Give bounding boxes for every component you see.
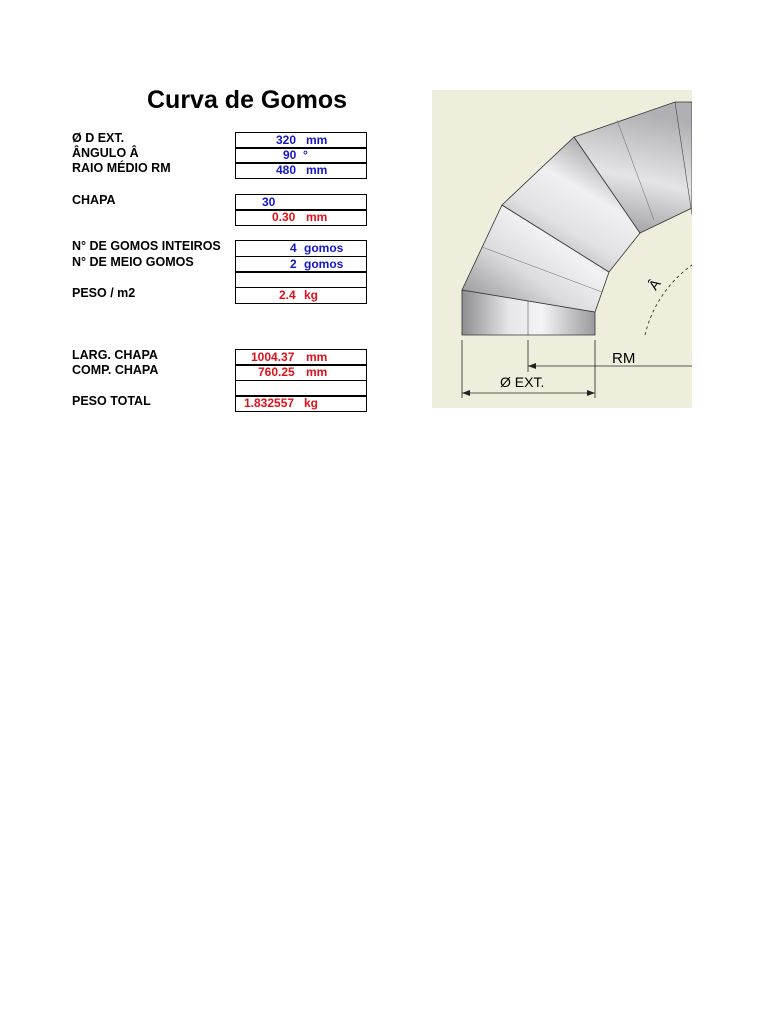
angle-arc: [645, 265, 692, 335]
unit-peso-m2: kg: [304, 288, 319, 302]
cell-chapa-espessura: [235, 209, 367, 226]
cell-empty-1: [235, 271, 367, 288]
value-chapa-espessura: 0.30: [272, 210, 296, 224]
label-raio-medio: RAIO MÉDIO RM: [72, 161, 171, 175]
rm-label: RM: [612, 350, 636, 367]
unit-diametro-ext: mm: [306, 133, 328, 147]
cell-raio-medio[interactable]: [235, 162, 367, 179]
unit-peso-total: kg: [304, 396, 319, 410]
label-diametro-ext: Ø D EXT.: [72, 131, 125, 145]
cell-peso-total: [235, 395, 367, 412]
elbow-drawing: [432, 90, 692, 408]
unit-meio-gomos: gomos: [304, 257, 344, 271]
value-angulo: 90: [283, 148, 297, 162]
label-gomos-inteiros: N° DE GOMOS INTEIROS: [72, 239, 221, 253]
unit-chapa-espessura: mm: [306, 210, 328, 224]
ext-label: Ø EXT.: [500, 374, 545, 390]
value-chapa: 30: [262, 195, 276, 209]
value-meio-gomos: 2: [290, 257, 297, 271]
label-chapa: CHAPA: [72, 193, 116, 207]
angle-label: Â: [645, 276, 664, 293]
value-peso-m2: 2.4: [279, 288, 296, 302]
label-peso-m2: PESO / m2: [72, 286, 136, 300]
label-larg-chapa: LARG. CHAPA: [72, 348, 158, 362]
value-raio-medio: 480: [276, 163, 297, 177]
label-meio-gomos: N° DE MEIO GOMOS: [72, 255, 194, 269]
cell-comp-chapa: [235, 364, 367, 381]
cell-peso-m2: [235, 287, 367, 304]
unit-angulo: °: [303, 148, 308, 162]
label-comp-chapa: COMP. CHAPA: [72, 363, 159, 377]
value-peso-total: 1.832557: [244, 396, 295, 410]
value-gomos-inteiros: 4: [290, 241, 297, 255]
value-larg-chapa: 1004.37: [251, 350, 295, 364]
page-title: Curva de Gomos: [147, 86, 348, 114]
label-angulo: ÂNGULO Â: [72, 146, 139, 160]
unit-gomos-inteiros: gomos: [304, 241, 344, 255]
value-comp-chapa: 760.25: [258, 365, 295, 379]
unit-larg-chapa: mm: [306, 350, 328, 364]
label-peso-total: PESO TOTAL: [72, 394, 151, 408]
elbow-illustration: [432, 90, 692, 408]
unit-raio-medio: mm: [306, 163, 328, 177]
cell-gomos-inteiros[interactable]: [235, 240, 367, 257]
value-diametro-ext: 320: [276, 133, 297, 147]
unit-comp-chapa: mm: [306, 365, 328, 379]
